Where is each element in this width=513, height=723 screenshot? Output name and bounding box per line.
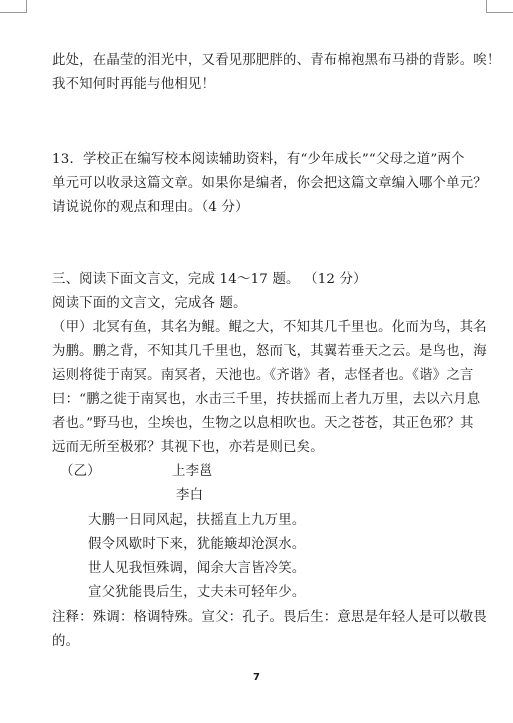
poem-line-2: 假令风歇时下来，犹能簸却沧溟水。 <box>88 537 306 552</box>
poem-author: 李白 <box>176 488 204 503</box>
poem-line-1: 大鹏一日同风起，扶摇直上九万里。 <box>88 513 306 528</box>
q13-line-1: 13．学校正在编写校本阅读辅助资料，有“少年成长”“父母之道”两个 <box>52 152 465 167</box>
page-number: 7 <box>253 672 260 683</box>
intro-line-1: 此处，在晶莹的泪光中，又看见那肥胖的、青布棉袍黑布马褂的背影。唉！ <box>52 53 501 68</box>
yi-label: （乙） <box>60 464 101 479</box>
note-line-1: 注释：殊调：格调特殊。宣父：孔子。畏后生：意思是年轻人是可以敬畏 <box>52 610 487 625</box>
intro-line-2: 我不知何时再能与他相见！ <box>52 77 216 92</box>
poem-line-4: 宣父犹能畏后生，丈夫未可轻年少。 <box>88 585 306 600</box>
jia-line-6: 远而无所至极邪？其视下也，亦若是则已矣。 <box>52 440 324 455</box>
jia-line-1: （甲）北冥有鱼，其名为鲲。鲲之大，不知其几千里也。化而为鸟，其名 <box>52 320 487 335</box>
section-heading: 三、阅读下面文言文，完成 14～17 题。 （12 分） <box>52 272 367 287</box>
jia-line-4: 曰：“鹏之徙于南冥也，水击三千里，抟扶摇而上者九万里，去以六月息 <box>52 392 481 407</box>
poem-line-3: 世人见我恒殊调，闻余大言皆冷笑。 <box>88 561 306 576</box>
poem-title: 上李邕 <box>172 464 213 479</box>
crop-mark-left <box>0 0 27 13</box>
jia-line-3: 运则将徙于南冥。南冥者，天池也。《齐谐》者，志怪者也。《谐》之言 <box>52 368 474 383</box>
crop-mark-right <box>486 0 513 13</box>
note-line-2: 的。 <box>52 634 80 649</box>
q13-line-2: 单元可以收录这篇文章。如果你是编者，你会把这篇文章编入哪个单元？ <box>52 176 487 191</box>
jia-line-5: 者也。”野马也，尘埃也，生物之以息相吹也。天之苍苍，其正色邪？其 <box>52 416 474 431</box>
jia-line-2: 为鹏。鹏之背，不知其几千里也，怒而飞，其翼若垂天之云。是鸟也，海 <box>52 344 487 359</box>
q13-line-3: 请说说你的观点和理由。（4 分） <box>52 200 249 215</box>
section-subheading: 阅读下面的文言文，完成各 题。 <box>52 296 247 311</box>
